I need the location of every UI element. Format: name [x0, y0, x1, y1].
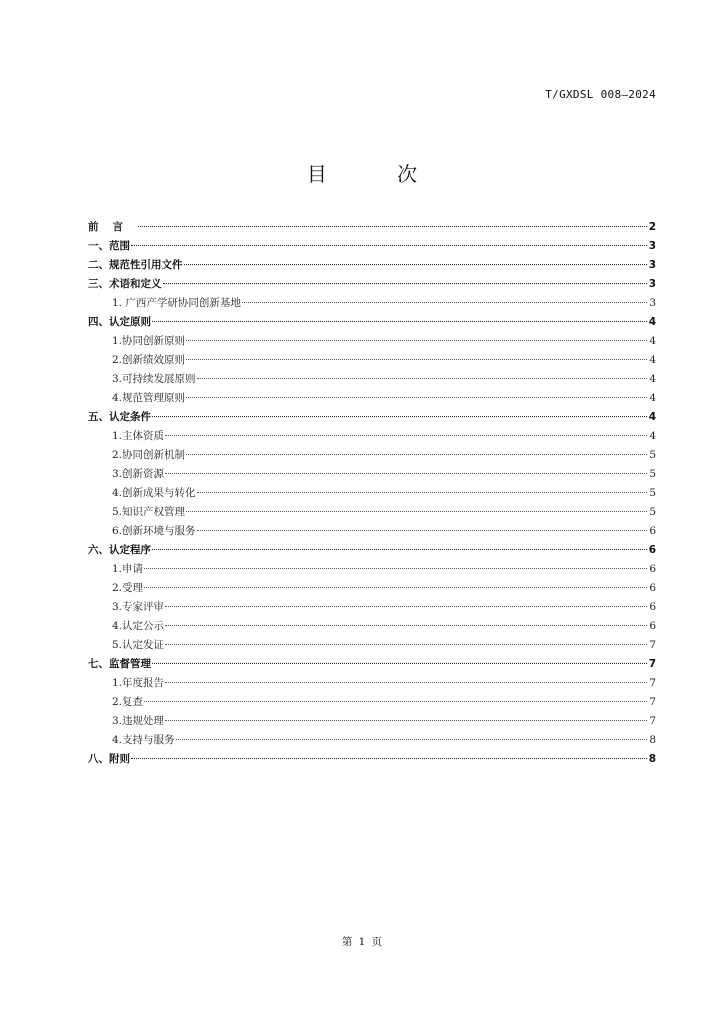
toc-entry-label: 3.专家评审	[112, 601, 165, 613]
toc-dot-leader	[165, 644, 647, 645]
toc-dot-leader	[176, 739, 647, 740]
toc-entry-label: 五、认定条件	[88, 411, 151, 423]
toc-entry-label: 5.知识产权管理	[112, 506, 186, 518]
toc-entry-label: 一、范围	[88, 240, 130, 252]
toc-entry-label: 4.认定公示	[112, 620, 165, 632]
toc-subsection-entry[interactable]	[88, 579, 656, 598]
toc-entry-page: 4	[648, 411, 656, 423]
toc-subsection-entry[interactable]	[88, 294, 656, 313]
toc-entry-page: 6	[649, 525, 656, 537]
toc-entry-page: 8	[648, 753, 656, 765]
toc-dot-leader	[165, 473, 647, 474]
toc-entry-label: 1.年度报告	[112, 677, 165, 689]
toc-dot-leader	[165, 606, 647, 607]
page-number: 第 1 页	[341, 936, 383, 948]
toc-entry-page: 4	[649, 354, 656, 366]
toc-entry-page: 4	[649, 392, 656, 404]
toc-entry-label: 七、监督管理	[88, 658, 151, 670]
toc-entry-page: 6	[649, 582, 656, 594]
toc-subsection-entry[interactable]	[88, 427, 656, 446]
toc-subsection-entry[interactable]	[88, 712, 656, 731]
toc-subsection-entry[interactable]	[88, 636, 656, 655]
toc-entry-page: 3	[648, 259, 656, 271]
toc-entry-page: 7	[649, 715, 656, 727]
toc-dot-leader	[242, 302, 647, 303]
toc-dot-leader	[165, 435, 647, 436]
toc-entry-page: 6	[649, 563, 656, 575]
toc-entry-label: 二、规范性引用文件	[88, 259, 183, 271]
toc-subsection-entry[interactable]	[88, 598, 656, 617]
toc-entry-label: 4.支持与服务	[112, 734, 175, 746]
toc-entry-label: 1.协同创新原则	[112, 335, 186, 347]
toc-entry-label: 2.受理	[112, 582, 144, 594]
toc-section-entry[interactable]	[88, 256, 656, 275]
toc-entry-page: 4	[649, 335, 656, 347]
toc-entry-page: 5	[649, 487, 656, 499]
toc-dot-leader	[165, 720, 647, 721]
toc-subsection-entry[interactable]	[88, 693, 656, 712]
toc-entry-label: 前言	[88, 221, 137, 233]
toc-entry-label: 3.违规处理	[112, 715, 165, 727]
toc-subsection-entry[interactable]	[88, 389, 656, 408]
toc-dot-leader	[144, 568, 647, 569]
toc-dot-leader	[186, 397, 647, 398]
toc-dot-leader	[186, 511, 647, 512]
toc-subsection-entry[interactable]	[88, 522, 656, 541]
toc-entry-page: 3	[649, 297, 656, 309]
toc-section-entry[interactable]	[88, 275, 656, 294]
toc-subsection-entry[interactable]	[88, 617, 656, 636]
toc-entry-label: 4.规范管理原则	[112, 392, 186, 404]
toc-dot-leader	[163, 283, 648, 284]
toc-dot-leader	[165, 625, 647, 626]
toc-entry-page: 4	[649, 430, 656, 442]
toc-entry-page: 7	[649, 639, 656, 651]
toc-dot-leader	[197, 378, 647, 379]
toc-entry-label: 3.创新资源	[112, 468, 165, 480]
toc-entry-page: 8	[649, 734, 656, 746]
toc-dot-leader	[131, 245, 647, 246]
toc-title: 目 次	[306, 162, 450, 186]
toc-entry-page: 3	[648, 278, 656, 290]
toc-entry-page: 5	[649, 449, 656, 461]
toc-entry-page: 3	[648, 240, 656, 252]
toc-dot-leader	[165, 682, 647, 683]
toc-entry-page: 6	[648, 544, 656, 556]
toc-dot-leader	[152, 549, 647, 550]
toc-section-entry[interactable]	[88, 750, 656, 769]
toc-section-entry[interactable]	[88, 218, 656, 237]
toc-entry-page: 6	[649, 601, 656, 613]
toc-subsection-entry[interactable]	[88, 332, 656, 351]
toc-dot-leader	[131, 758, 647, 759]
table-of-contents	[88, 218, 656, 769]
toc-entry-page: 4	[648, 316, 656, 328]
toc-entry-page: 5	[649, 506, 656, 518]
toc-entry-label: 三、术语和定义	[88, 278, 162, 290]
toc-entry-label: 1. 广西产学研协同创新基地	[112, 297, 241, 309]
toc-entry-label: 1.申请	[112, 563, 144, 575]
toc-entry-label: 5.认定发证	[112, 639, 165, 651]
toc-entry-page: 5	[649, 468, 656, 480]
toc-entry-page: 7	[648, 658, 656, 670]
toc-dot-leader	[152, 663, 647, 664]
toc-dot-leader	[186, 359, 647, 360]
toc-section-entry[interactable]	[88, 408, 656, 427]
toc-dot-leader	[144, 587, 647, 588]
toc-entry-label: 2.复查	[112, 696, 144, 708]
toc-entry-label: 3.可持续发展原则	[112, 373, 196, 385]
toc-dot-leader	[144, 701, 647, 702]
toc-dot-leader	[152, 321, 647, 322]
toc-entry-label: 6.创新环境与服务	[112, 525, 196, 537]
toc-subsection-entry[interactable]	[88, 351, 656, 370]
toc-entry-page: 7	[649, 677, 656, 689]
toc-subsection-entry[interactable]	[88, 503, 656, 522]
toc-section-entry[interactable]	[88, 541, 656, 560]
toc-entry-label: 六、认定程序	[88, 544, 151, 556]
toc-entry-page: 2	[648, 221, 656, 233]
toc-subsection-entry[interactable]	[88, 674, 656, 693]
toc-subsection-entry[interactable]	[88, 731, 656, 750]
toc-dot-leader	[197, 492, 647, 493]
toc-entry-page: 4	[649, 373, 656, 385]
toc-subsection-entry[interactable]	[88, 446, 656, 465]
toc-section-entry[interactable]	[88, 313, 656, 332]
toc-entry-page: 7	[649, 696, 656, 708]
toc-dot-leader	[152, 416, 647, 417]
toc-dot-leader	[197, 530, 647, 531]
toc-entry-label: 四、认定原则	[88, 316, 151, 328]
toc-entry-label: 1.主体资质	[112, 430, 165, 442]
toc-dot-leader	[184, 264, 648, 265]
toc-entry-page: 6	[649, 620, 656, 632]
toc-section-entry[interactable]	[88, 237, 656, 256]
toc-subsection-entry[interactable]	[88, 484, 656, 503]
toc-dot-leader	[138, 226, 647, 227]
toc-subsection-entry[interactable]	[88, 560, 656, 579]
toc-entry-label: 2.协同创新机制	[112, 449, 186, 461]
toc-section-entry[interactable]	[88, 655, 656, 674]
document-code: T/GXDSL 008—2024	[545, 88, 656, 101]
toc-entry-label: 八、附则	[88, 753, 130, 765]
toc-subsection-entry[interactable]	[88, 370, 656, 389]
toc-dot-leader	[186, 340, 647, 341]
toc-subsection-entry[interactable]	[88, 465, 656, 484]
toc-dot-leader	[186, 454, 647, 455]
toc-entry-label: 2.创新绩效原则	[112, 354, 186, 366]
toc-entry-label: 4.创新成果与转化	[112, 487, 196, 499]
